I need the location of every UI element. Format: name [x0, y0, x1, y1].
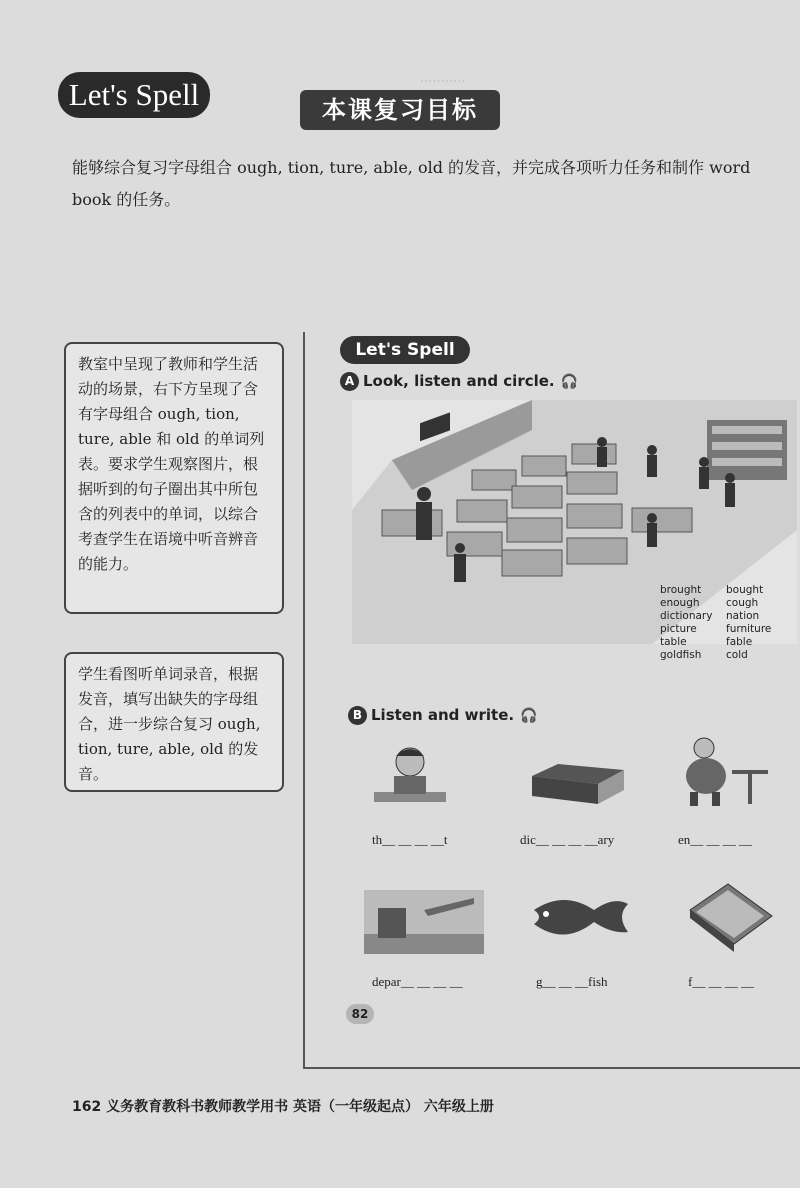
headphones-icon: 🎧 [520, 707, 538, 724]
word: nation [726, 610, 760, 622]
fat-man-picture [672, 734, 772, 808]
word: table [660, 636, 687, 648]
textbook-page-number: 82 [346, 1004, 374, 1024]
headphones-icon: 🎧 [560, 373, 579, 390]
thinking-boy-picture [372, 738, 448, 806]
airport-departure-picture [364, 890, 484, 954]
lesson-objectives-title: 本课复习目标 [300, 90, 500, 130]
dictionary-picture [528, 762, 628, 808]
blank-word-5[interactable]: g__ __ __fish [536, 974, 608, 989]
word: fable [726, 636, 753, 648]
blank-word-4[interactable]: depar__ __ __ __ [372, 974, 463, 989]
blank-word-3[interactable]: en__ __ __ __ [678, 832, 753, 847]
teacher-note-b: 学生看图听单词录音，根据发音，填写出缺失的字母组合，进一步综合复习 ough, tion, ture, able, old 的发音。 [64, 652, 284, 792]
word: goldfish [660, 649, 702, 661]
objective-text: 能够综合复习字母组合 ough, tion, ture, able, old 的发音，并完成各项听力任务和制作 word book 的任务。 [72, 158, 751, 209]
word: dictionary [660, 610, 713, 622]
word-list-left-column [660, 584, 726, 662]
section-a-title: Look, listen and circle. [363, 372, 555, 390]
goldfish-picture [524, 890, 634, 948]
book-footer: 162 义务教育教科书教师教学用书 英语（一年级起点） 六年级上册 [72, 1099, 494, 1115]
blank-word-6[interactable]: f__ __ __ __ [688, 974, 755, 989]
word: brought [660, 584, 702, 596]
fable-book-picture [684, 880, 776, 956]
teacher-note-a: 教室中呈现了教师和学生活动的场景，右下方呈现了含有字母组合 ough, tion, ture, able 和 old 的单词列表。要求学生观察图片，根据听到的句子圈出其中所包含的列表中的单词，以综合考查学生在语境中听音辨音的能力。 [64, 342, 284, 614]
blank-word-1[interactable]: th__ __ __ __t [372, 832, 448, 847]
section-a-letter: A [340, 372, 359, 391]
lets-spell-badge: Let's Spell [58, 72, 210, 118]
word: furniture [726, 623, 772, 635]
section-a-heading [340, 372, 578, 391]
word: cough [726, 597, 759, 609]
section-b-title: Listen and write. [371, 706, 515, 724]
section-b-letter: B [348, 706, 367, 725]
word: enough [660, 597, 700, 609]
word: picture [660, 623, 697, 635]
word: bought [726, 584, 764, 596]
blank-word-2[interactable]: dic__ __ __ __ary [520, 832, 615, 847]
word: cold [726, 649, 748, 661]
section-title-pill: Let's Spell [340, 336, 470, 364]
word-list [660, 584, 800, 662]
word-list-right-column [726, 584, 792, 662]
section-b-heading [348, 706, 538, 725]
bleed-through-text: ........... [420, 71, 466, 86]
